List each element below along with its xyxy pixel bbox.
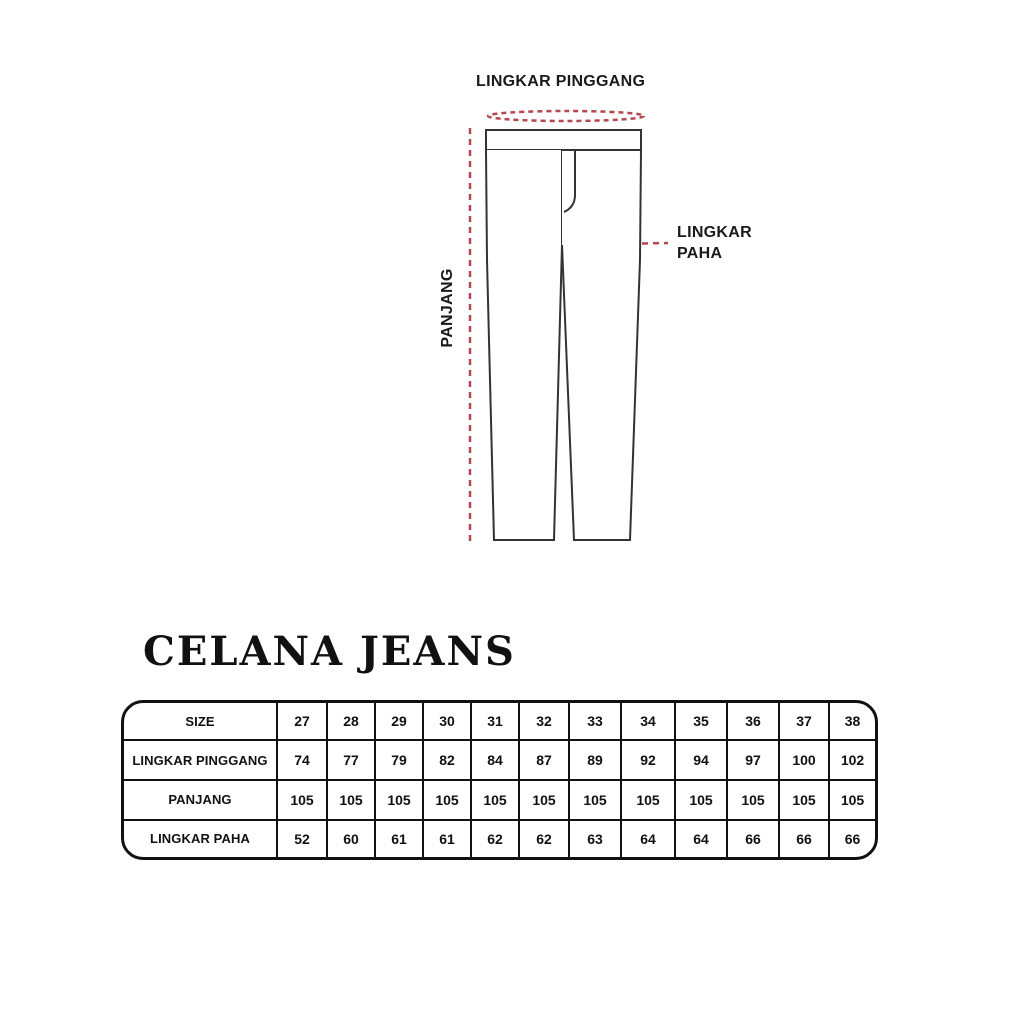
row-header: SIZE [124, 703, 277, 740]
waist-label: LINGKAR PINGGANG [476, 73, 646, 90]
table-cell: 97 [727, 740, 779, 780]
left-leg [486, 150, 562, 540]
table-cell: 105 [675, 780, 727, 820]
right-leg [562, 150, 641, 540]
table-cell: 62 [471, 820, 519, 857]
thigh-label: LINGKAR PAHA [677, 224, 752, 262]
table-cell: 66 [829, 820, 875, 857]
pants-outline [486, 130, 641, 540]
row-header: LINGKAR PINGGANG [124, 740, 277, 780]
table-cell: 61 [375, 820, 423, 857]
table-cell: 105 [569, 780, 621, 820]
waistband [486, 130, 641, 150]
table-cell: 66 [779, 820, 829, 857]
table-cell: 31 [471, 703, 519, 740]
table-cell: 33 [569, 703, 621, 740]
table-cell: 102 [829, 740, 875, 780]
table-cell: 105 [327, 780, 375, 820]
table-cell: 60 [327, 820, 375, 857]
size-table-body [124, 703, 875, 857]
table-row [124, 820, 875, 857]
table-cell: 74 [277, 740, 327, 780]
table-cell: 105 [829, 780, 875, 820]
table-cell: 92 [621, 740, 675, 780]
length-label: PANJANG [439, 268, 456, 348]
table-cell: 66 [727, 820, 779, 857]
table-cell: 105 [779, 780, 829, 820]
table-row [124, 740, 875, 780]
table-cell: 37 [779, 703, 829, 740]
table-cell: 100 [779, 740, 829, 780]
table-cell: 52 [277, 820, 327, 857]
table-cell: 82 [423, 740, 471, 780]
table-cell: 36 [727, 703, 779, 740]
table-cell: 105 [519, 780, 569, 820]
table-cell: 77 [327, 740, 375, 780]
table-cell: 105 [277, 780, 327, 820]
table-cell: 30 [423, 703, 471, 740]
size-table [121, 700, 878, 860]
table-cell: 29 [375, 703, 423, 740]
table-cell: 63 [569, 820, 621, 857]
table-cell: 62 [519, 820, 569, 857]
row-header: PANJANG [124, 780, 277, 820]
table-cell: 28 [327, 703, 375, 740]
table-cell: 94 [675, 740, 727, 780]
table-cell: 34 [621, 703, 675, 740]
table-cell: 105 [423, 780, 471, 820]
table-cell: 64 [675, 820, 727, 857]
waist-measure-line [488, 111, 644, 121]
table-cell: 35 [675, 703, 727, 740]
table-row [124, 703, 875, 740]
table-cell: 38 [829, 703, 875, 740]
table-cell: 27 [277, 703, 327, 740]
table-cell: 105 [375, 780, 423, 820]
table-cell: 89 [569, 740, 621, 780]
table-cell: 87 [519, 740, 569, 780]
table-cell: 32 [519, 703, 569, 740]
table-cell: 64 [621, 820, 675, 857]
table-cell: 105 [621, 780, 675, 820]
table-cell: 84 [471, 740, 519, 780]
row-header: LINGKAR PAHA [124, 820, 277, 857]
table-cell: 105 [727, 780, 779, 820]
table-row [124, 780, 875, 820]
table-cell: 79 [375, 740, 423, 780]
chart-title: CELANA JEANS [143, 628, 516, 675]
table-cell: 61 [423, 820, 471, 857]
table-cell: 105 [471, 780, 519, 820]
